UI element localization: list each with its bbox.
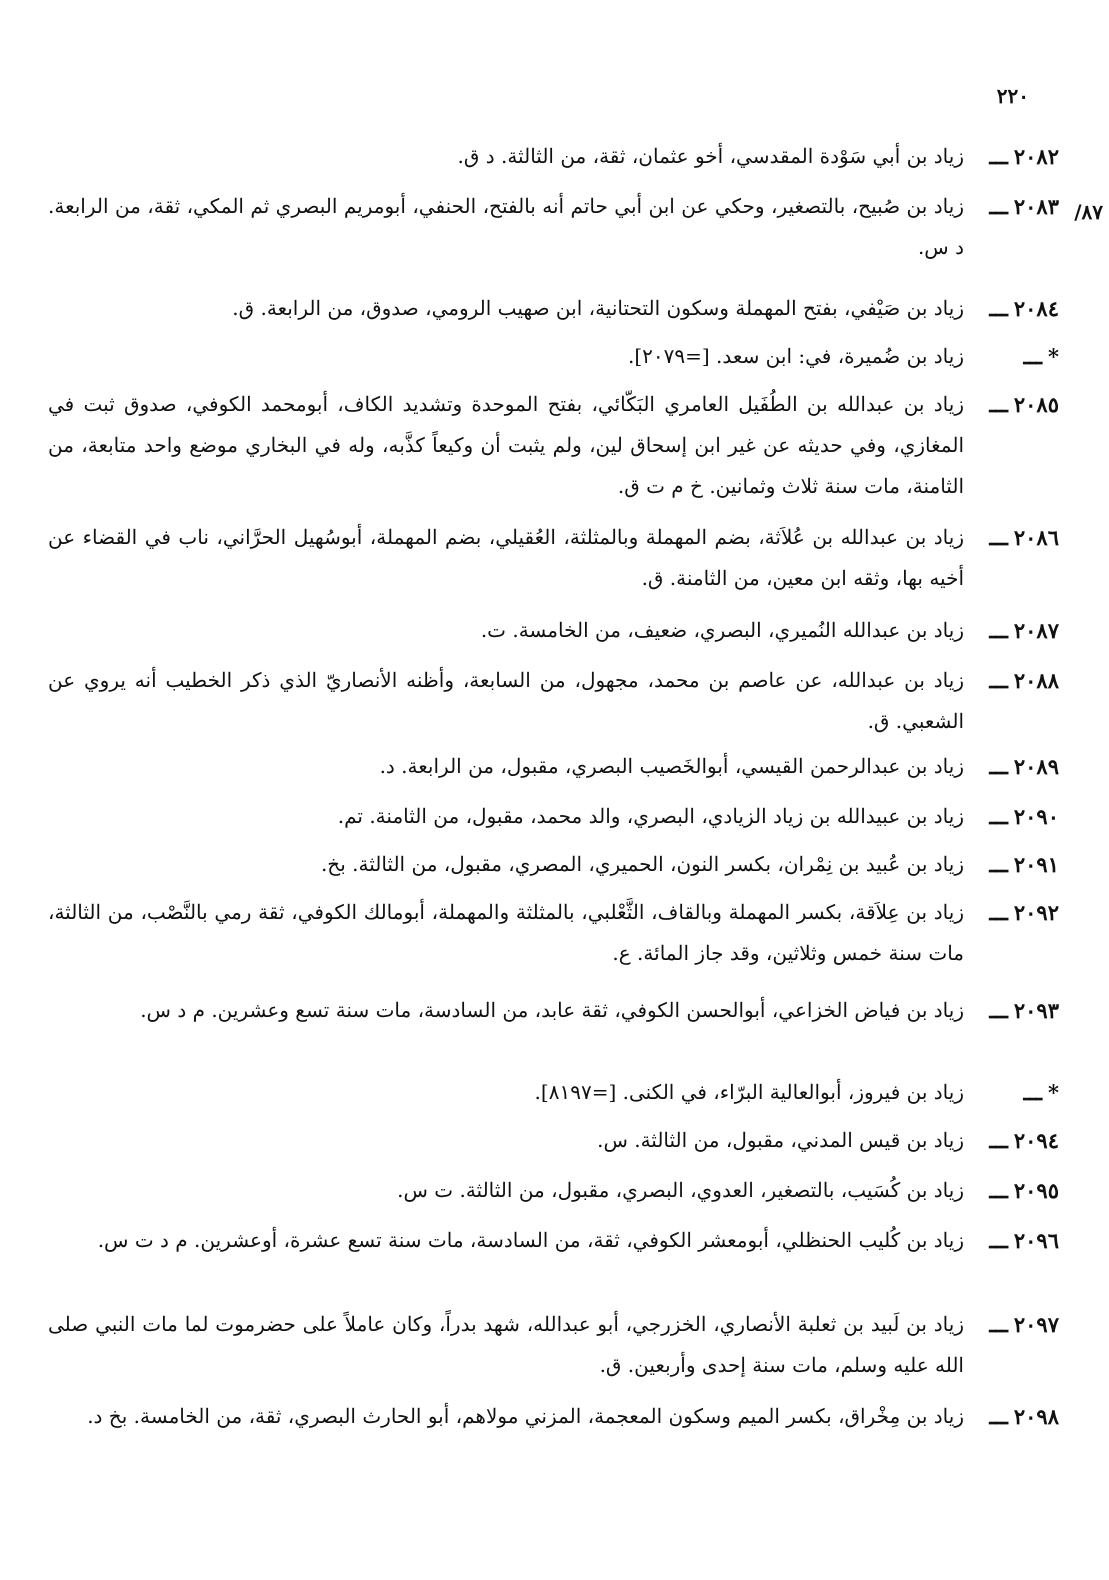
entry [48,610,1059,651]
entry [48,1304,1059,1386]
entry [48,844,1059,885]
entry-text: زياد بن عُبيد بن نِمْران، بكسر النون، الحميري، المصري، مقبول، من الثالثة. بخ. [320,852,964,876]
entry [48,1170,1059,1211]
entry-text: زياد بن أبي سَوْدة المقدسي، أخو عثمان، ثقة، من الثالثة. د ق. [457,144,964,168]
entry [48,384,1059,507]
entry [48,990,1059,1031]
entry-text: زياد بن فيروز، أبوالعالية البرّاء، في الكنى. [=٨١٩٧]. [534,1080,964,1104]
entry [48,1120,1059,1161]
entry [48,746,1059,787]
entry-text: زياد بن عبدالرحمن القيسي، أبوالخَصيب البصري، مقبول، من الرابعة. د. [379,754,964,778]
entry [48,892,1059,974]
entry-text: زياد بن عبدالله بن عُلاَثة، بضم المهملة وبالمثلثة، العُقيلي، بضم المهملة، أبوسُهيل الحرَّاني، ناب في القضاء عن أخيه بها، وثقه ابن معين، من الثامنة. ق. [48,525,964,590]
entry-text: زياد بن قيس المدني، مقبول، من الثالثة. س. [597,1128,964,1152]
entry [48,336,1059,377]
entry-text: زياد بن صَيْفي، بفتح المهملة وسكون التحتانية، ابن صهيب الرومي، صدوق، من الرابعة. ق. [232,296,964,320]
entry-text: زياد بن صُبيح، بالتصغير، وحكي عن ابن أبي حاتم أنه بالفتح، الحنفي، أبومريم البصري ثم المكي، ثقة، من الرابعة. د س. [48,194,964,259]
entry-text: زياد بن عبدالله، عن عاصم بن محمد، مجهول، من السابعة، وأظنه الأنصاريّ الذي ذكر الخطيب أنه يروي عن الشعبي. ق. [48,668,964,733]
entry-text: زياد بن عبدالله النُميري، البصري، ضعيف، من الخامسة. ت. [480,618,964,642]
entry-text: زياد بن كُليب الحنظلي، أبومعشر الكوفي، ثقة، من السادسة، مات سنة تسع عشرة، أوعشرين. م د ت س. [97,1228,964,1252]
entry-number: ٢٠٨٧ـــ [989,618,1059,643]
entry [48,796,1059,837]
entry-number: *ـــ [1023,1080,1059,1105]
entry-number: ٢٠٩٨ـــ [989,1404,1059,1429]
entry-text: زياد بن لَبيد بن ثعلبة الأنصاري، الخزرجي، أبو عبدالله، شهد بدراً، وكان عاملاً على حضرموت لما مات النبي صلى الله عليه وسلم، مات سنة إحدى وأربعين. ق. [48,1312,964,1377]
entry-text: زياد بن فياض الخزاعي، أبوالحسن الكوفي، ثقة عابد، من السادسة، مات سنة تسع وعشرين. م د س. [140,998,964,1022]
entry [48,136,1059,177]
entry-text: زياد بن ضُميرة، في: ابن سعد. [=٢٠٧٩]. [628,344,964,368]
entry-number: ٢٠٩١ـــ [989,852,1059,877]
entry-text: زياد بن مِخْراق، بكسر الميم وسكون المعجمة، المزني مولاهم، أبو الحارث البصري، ثقة، من الخامسة. بخ د. [87,1404,964,1428]
entry [48,660,1059,742]
entry-number: ٢٠٨٩ـــ [989,754,1059,779]
entry-number: ٢٠٨٣ـــ [989,194,1059,219]
entry-number: ٢٠٩٥ـــ [989,1178,1059,1203]
entry-text: زياد بن عِلاَقة، بكسر المهملة وبالقاف، الثَّعْلبي، بالمثلثة والمهملة، أبومالك الكوفي، ثقة رمي بالنَّصْب، من الثالثة، مات سنة خمس وثلاثين، وقد جاز المائة. ع. [48,900,964,965]
entry-number: ٢٠٩٧ـــ [989,1312,1059,1337]
margin-reference: ٨٧/ [1074,200,1103,224]
page-number: ٢٢٠ [996,84,1029,108]
entry-text: زياد بن كُسَيب، بالتصغير، العدوي، البصري، مقبول، من الثالثة. ت س. [397,1178,964,1202]
entry-number: ٢٠٩٦ـــ [989,1228,1059,1253]
entry-number: ٢٠٩٢ـــ [989,900,1059,925]
entry [48,288,1059,329]
entry-number: ٢٠٨٥ـــ [989,392,1059,417]
entry-number: ٢٠٩٠ـــ [989,804,1059,829]
entry [48,186,1059,268]
entry-number: *ـــ [1023,344,1059,369]
entry-number: ٢٠٩٤ـــ [989,1128,1059,1153]
entry-number: ٢٠٨٦ـــ [989,525,1059,550]
entry-text: زياد بن عبيدالله بن زياد الزيادي، البصري، والد محمد، مقبول، من الثامنة. تم. [337,804,964,828]
entry-number: ٢٠٨٨ـــ [989,668,1059,693]
entry [48,1396,1059,1437]
entry-number: ٢٠٩٣ـــ [989,998,1059,1023]
entry [48,1220,1059,1261]
entry-number: ٢٠٨٢ـــ [989,144,1059,169]
entry [48,517,1059,599]
entry [48,1072,1059,1113]
entry-text: زياد بن عبدالله بن الطُفَيل العامري البَكّائي، بفتح الموحدة وتشديد الكاف، أبومحمد الكوفي، صدوق ثبت في المغازي، وفي حديثه عن غير ابن إسحاق لين، ولم يثبت أن وكيعاً كذَّبه، وله في البخاري موضع واحد متابعة، من الثامنة، مات سنة ثلاث وثمانين. خ م ت ق. [48,392,964,498]
entry-number: ٢٠٨٤ـــ [989,296,1059,321]
